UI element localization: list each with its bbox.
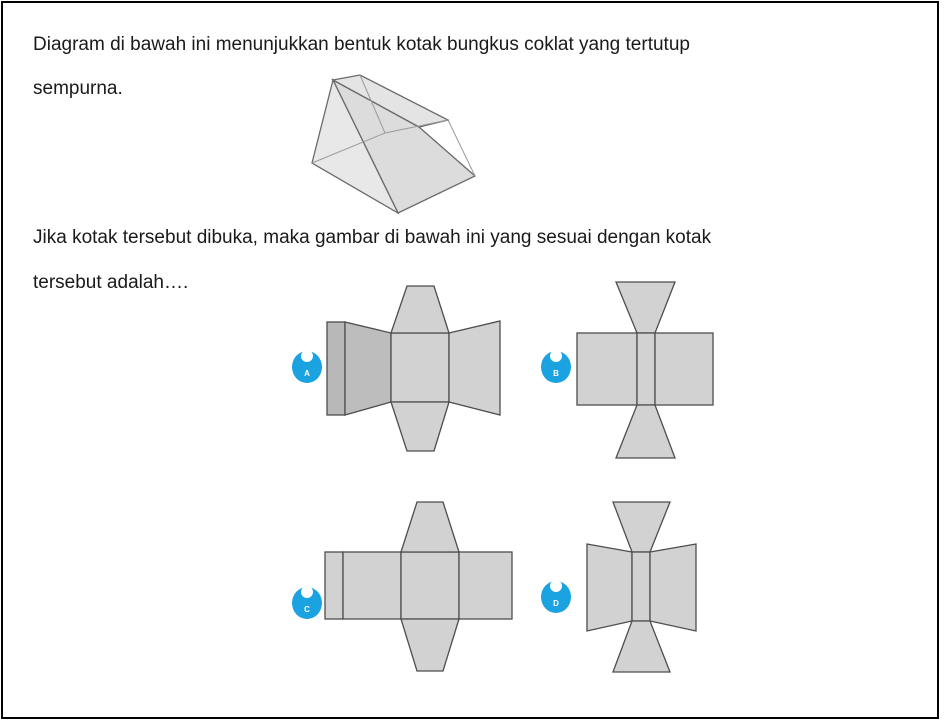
option-d-letter: D: [553, 599, 559, 608]
net-b-right-rect: [655, 333, 713, 405]
net-d-top-face: [613, 502, 670, 552]
net-d-left-trapezoid: [587, 544, 632, 631]
option-b-badge[interactable]: [540, 346, 572, 384]
option-a-letter: A: [304, 369, 310, 378]
net-a-bottom-face: [391, 402, 449, 451]
net-d-bottom-face: [613, 621, 670, 672]
question-line-1: Diagram di bawah ini menunjukkan bentuk kotak bungkus coklat yang tertutup: [33, 34, 690, 55]
question-line-4: tersebut adalah….: [33, 272, 189, 293]
net-b-left-rect: [577, 333, 637, 405]
net-c-bottom-face: [401, 619, 459, 671]
option-a-badge[interactable]: [291, 346, 323, 384]
net-a-left-trapezoid: [345, 322, 391, 415]
option-b-letter: B: [553, 369, 559, 378]
net-b-center-strip: [637, 333, 655, 405]
option-c-badge[interactable]: [291, 582, 323, 620]
option-d-net[interactable]: [583, 499, 701, 675]
net-d-right-trapezoid: [650, 544, 696, 631]
question-line-2: sempurna.: [33, 78, 123, 99]
option-d-badge[interactable]: [540, 576, 572, 614]
option-c-letter: C: [304, 605, 310, 614]
net-d-center-strip: [632, 552, 650, 621]
net-a-flap: [327, 322, 345, 415]
net-a-top-face: [391, 286, 449, 333]
net-c-right-rect: [459, 552, 512, 619]
net-a-center: [391, 333, 449, 402]
net-a-right-trapezoid: [449, 321, 500, 415]
net-c-top-face: [401, 502, 459, 552]
option-c-net[interactable]: [322, 499, 516, 675]
net-c-center-rect: [401, 552, 459, 619]
option-b-net[interactable]: [574, 279, 719, 465]
net-c-left-rect: [343, 552, 401, 619]
option-a-net[interactable]: [325, 283, 505, 455]
net-b-top-face: [616, 282, 675, 333]
question-line-3: Jika kotak tersebut dibuka, maka gambar di bawah ini yang sesuai dengan kotak: [33, 227, 712, 248]
prism-box-figure: [300, 70, 485, 220]
net-c-flap: [325, 552, 343, 619]
net-b-bottom-face: [616, 405, 675, 458]
